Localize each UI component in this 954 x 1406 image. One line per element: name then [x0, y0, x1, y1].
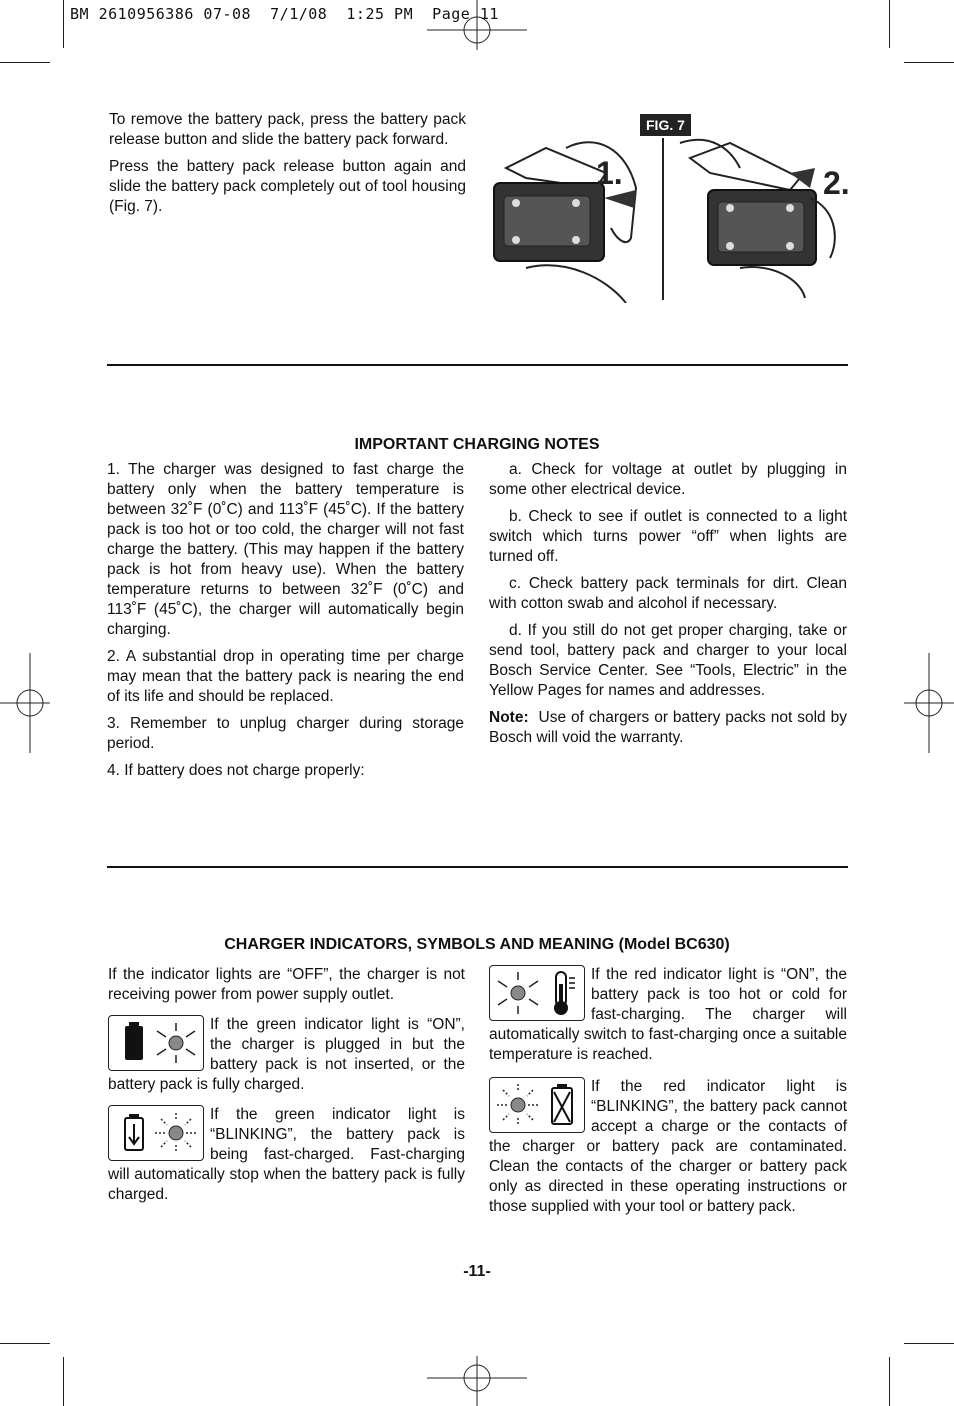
red-indicator-on-icon [489, 965, 585, 1021]
indicators-right [489, 965, 847, 1224]
crop-mark [889, 1357, 890, 1406]
indicator-red-blink-text: If the red indicator light is “BLINKING”, the battery pack cannot accept a charge or the contacts of the charger or battery pack are contaminated. Clean the contacts of the charger or battery pack only as directed in these operating instructions or those supplied with your tool or battery pack. [489, 1078, 847, 1215]
registration-mark-left [0, 653, 50, 753]
figure-divider [662, 138, 664, 300]
page-number: -11- [463, 1263, 491, 1280]
note-text: Use of chargers or battery packs not sold by Bosch will void the warranty. [489, 709, 847, 746]
note-subitem: d. If you still do not get proper charging, take or send tool, battery pack and charger to your local Bosch Service Center. See “Tools, Electric” in the Yellow Pages for names and addresses. [489, 622, 847, 699]
section-divider [107, 364, 848, 366]
registration-mark-bottom [427, 1356, 527, 1406]
indicator-green-blink-text: If the green indicator light is “BLINKING”, the battery pack is being fast-charged. Fast-charging will automatically stop when the battery pack is fully charged. [108, 1106, 465, 1203]
step-number-1: 1. [596, 155, 623, 191]
crop-mark [0, 62, 50, 63]
note-item: 2. A substantial drop in operating time per charge may mean that the battery pack is nearing the end of its life and should be replaced. [107, 648, 464, 705]
note-label: Note: [489, 709, 529, 726]
section-divider [107, 866, 848, 868]
crop-mark [0, 1343, 50, 1344]
step-number-2: 2. [823, 165, 850, 201]
registration-mark-right [904, 653, 954, 753]
green-on-block [108, 1015, 465, 1095]
indicators-title: CHARGER INDICATORS, SYMBOLS AND MEANING (Model BC630) [224, 936, 730, 953]
crop-mark [904, 62, 954, 63]
green-indicator-on-icon [108, 1015, 204, 1071]
charging-notes-right [489, 460, 847, 755]
red-on-block [489, 965, 847, 1065]
note-subitem: c. Check battery pack terminals for dirt. Clean with cotton swab and alcohol if necessary. [489, 575, 847, 612]
note-subitem: a. Check for voltage at outlet by plugging in some other electrical device. [489, 461, 847, 498]
crop-mark [63, 0, 64, 48]
battery-removal-illustration-2 [670, 128, 845, 303]
figure-label: FIG. 7 [640, 114, 691, 136]
removal-instructions [109, 110, 466, 224]
note-item: 4. If battery does not charge properly: [107, 762, 365, 779]
red-blink-block [489, 1077, 847, 1217]
removal-paragraph: To remove the battery pack, press the battery pack release button and slide the battery pack forward. [109, 111, 466, 148]
red-indicator-blinking-icon [489, 1077, 585, 1133]
green-blink-block [108, 1105, 465, 1205]
charging-notes-title: IMPORTANT CHARGING NOTES [354, 436, 600, 453]
removal-paragraph: Press the battery pack release button again and slide the battery pack completely out of tool housing (Fig. 7). [109, 158, 466, 215]
print-slug: BM 2610956386 07-08 7/1/08 1:25 PM Page 11 [70, 5, 499, 23]
indicator-green-on-text: If the green indicator light is “ON”, the charger is plugged in but the battery pack is not inserted, or the battery pack is fully charged. [108, 1016, 465, 1093]
crop-mark [904, 1343, 954, 1344]
crop-mark [889, 0, 890, 48]
note-item: 1. The charger was designed to fast charge the battery only when the battery temperature is between 32˚F (0˚C) and 113˚F (45˚C). If the battery pack is too hot or too cold, the charger will not fast charge the battery. (This may happen if the battery pack is hot from heavy use). When the battery temperature returns to between 32˚F (0˚C) and 113˚F (45˚C), the charger will automatically begin charging. [107, 461, 464, 638]
warranty-note [489, 708, 847, 748]
crop-mark [63, 1357, 64, 1406]
note-item: 3. Remember to unplug charger during storage period. [107, 715, 464, 752]
indicator-off-text: If the indicator lights are “OFF”, the charger is not receiving power from power supply outlet. [108, 966, 465, 1003]
indicators-left [108, 965, 465, 1212]
note-subitem: b. Check to see if outlet is connected to a light switch which turns power “off” when lights are turned off. [489, 508, 847, 565]
battery-removal-illustration-1 [486, 128, 656, 303]
charging-notes-left [107, 460, 464, 788]
indicator-red-on-text: If the red indicator light is “ON”, the battery pack is too hot or cold for fast-charging. The charger will automatically switch to fast-charging once a suitable temperature is reached. [489, 966, 847, 1063]
green-indicator-blinking-icon [108, 1105, 204, 1161]
